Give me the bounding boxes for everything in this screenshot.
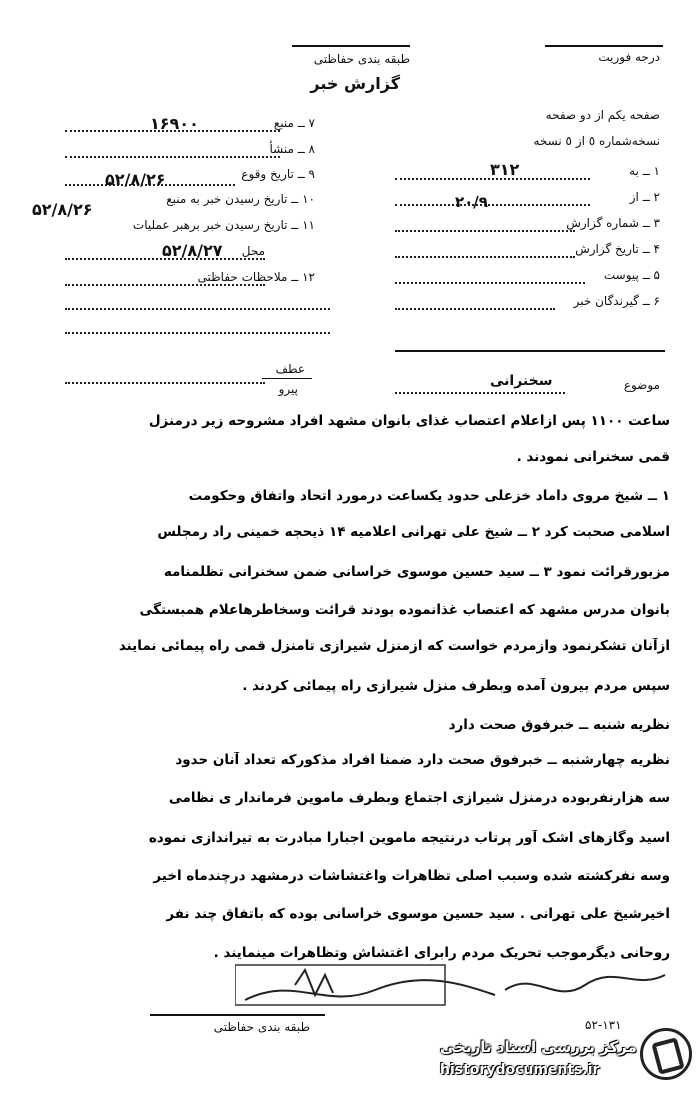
subject-line <box>395 392 565 394</box>
field-event-date-label: ۹ ــ تاریخ وقوع <box>241 167 315 181</box>
header-separator <box>395 350 665 352</box>
field-to-value: ۳۱۲ <box>490 160 520 179</box>
field-place-value: ۵۲/۸/۲۷ <box>162 241 223 260</box>
field-source-received-label: ۱۰ ــ تاریخ رسیدن خبر به منبع <box>166 192 315 206</box>
field-from-label: ۲ ــ از <box>629 190 660 204</box>
atf-rule <box>262 378 312 379</box>
body-line-8: سپس مردم بیرون آمده وبطرف منزل شیرازی راه پیمائی کردند . <box>242 678 670 694</box>
field-from-value: ۲۰/۹ <box>455 193 488 211</box>
field-report-date-line <box>395 256 575 258</box>
field-report-number-label: ۳ ــ شماره گزارش <box>566 216 660 230</box>
urgency-top-rule <box>545 45 663 47</box>
footer-classification-label: طبقه بندی حفاظتی <box>213 1020 310 1034</box>
field-security-notes-line-2 <box>65 308 330 310</box>
classification-top-rule <box>292 45 410 47</box>
classification-label: طبقه بندی حفاظتی <box>313 52 410 66</box>
atf-line <box>65 382 265 384</box>
field-source-value: ۱۶۹۰۰ <box>150 114 199 133</box>
body-line-11: سه هزارنفربوده درمنزل شیرازی اجتماع وبطرف ماموین فرماندار ی نظامی <box>168 790 670 806</box>
report-title: گزارش خبر <box>310 74 400 93</box>
body-line-15: روحانی دیگرموجب تحریک مردم رابرای اغتشاش وتظاهرات مینمایند . <box>213 945 670 961</box>
atf-label: عطف <box>275 362 305 376</box>
body-line-14: اخیرشیخ علی تهرانی . سید حسین موسوی خراسانی بوده که باتفاق چند نفر <box>166 906 670 922</box>
field-to-label: ۱ ــ به <box>629 164 660 178</box>
field-recipients-label: ۶ ــ گیرندگان خبر <box>573 294 660 308</box>
field-origin-label: ۸ ــ منشأ <box>269 142 315 156</box>
field-report-number-line <box>395 230 575 232</box>
form-number: ۵۲-۱۳۱ <box>585 1018 622 1032</box>
field-source-received-value: ۵۲/۸/۲۶ <box>32 200 93 219</box>
copy-number: نسخه‌شماره ٥ از ٥ نسخه <box>533 134 660 148</box>
field-security-notes-label: ۱۲ ــ ملاحظات حفاظتی <box>197 270 315 284</box>
field-attachment-line <box>395 282 585 284</box>
watermark-url: historydocuments.ir <box>440 1062 600 1078</box>
peyro-label: پیرو <box>278 382 298 396</box>
field-security-notes-line-3 <box>65 332 330 334</box>
body-line-1: ساعت ۱۱۰۰ پس ازاعلام اعتصاب غذای بانوان مشهد افراد مشروحه زیر درمنزل <box>148 413 670 429</box>
body-line-3: ۱ ــ شیخ مروی داماد خزعلی حدود یکساعت درمورد اتحاد واتفاق وحکومت <box>188 488 670 504</box>
field-from-line <box>395 204 590 206</box>
field-event-date-value: ۵۲/۸/۲۶ <box>105 170 166 189</box>
body-line-2: قمی سخنرانی نمودند . <box>516 449 670 465</box>
subject-label: موضوع <box>623 378 660 392</box>
field-security-notes-line <box>65 284 265 286</box>
field-origin-line <box>65 156 280 158</box>
field-source-label: ۷ ــ منبع <box>273 116 315 130</box>
body-line-4: اسلامی صحبت کرد ۲ ــ شیخ علی تهرانی اعلامیه ۱۴ ذیحجه خمینی راد رمجلس <box>157 524 670 540</box>
archive-logo <box>640 1028 692 1080</box>
watermark-title: مرکز بررسی اسناد تاریخی <box>440 1038 637 1056</box>
subject-value: سخنرانی <box>490 373 553 389</box>
body-line-5: مزبورقرائت نمود ۳ ــ سید حسین موسوی خراسانی ضمن سخنرانی تظلمنامه <box>163 564 670 580</box>
field-report-date-label: ۴ ــ تاریخ گزارش <box>575 242 660 256</box>
urgency-label: درجه فوریت <box>598 50 660 64</box>
body-line-7: ازآنان تشکرنمود وازمردم خواست که ازمنزل شیرازی تامنزل قمی راه پیمائی نمایند <box>118 638 670 654</box>
page-of: صفحه یکم از دو صفحه <box>545 108 660 122</box>
footer-rule <box>150 1014 325 1016</box>
field-ops-received-label: ۱۱ ــ تاریخ رسیدن خبر برهبر عملیات <box>132 218 315 232</box>
body-line-12: اسید وگازهای اشک آور پرتاب درنتیجه ماموین اجبارا مبادرت به تیراندازی نموده <box>148 830 670 846</box>
body-line-6: بانوان مدرس مشهد که اعتصاب غذانموده بودند قرائت وسخاطرهاعلام همبستگی <box>139 602 670 618</box>
body-line-13: وسه نفرکشته شده وسبب اصلی تظاهرات واغتشاشات درمشهد درچندماه اخیر <box>153 868 670 884</box>
field-recipients-line <box>395 308 555 310</box>
body-line-10: نظریه چهارشنبه ــ خبرفوق صحت دارد ضمنا افراد مذکورکه تعداد آنان حدود <box>175 752 670 768</box>
field-place-label: محل <box>241 244 265 258</box>
field-attachment-label: ۵ ــ پیوست <box>603 268 660 282</box>
body-line-9: نظریه شنبه ــ خبرفوق صحت دارد <box>448 717 670 733</box>
